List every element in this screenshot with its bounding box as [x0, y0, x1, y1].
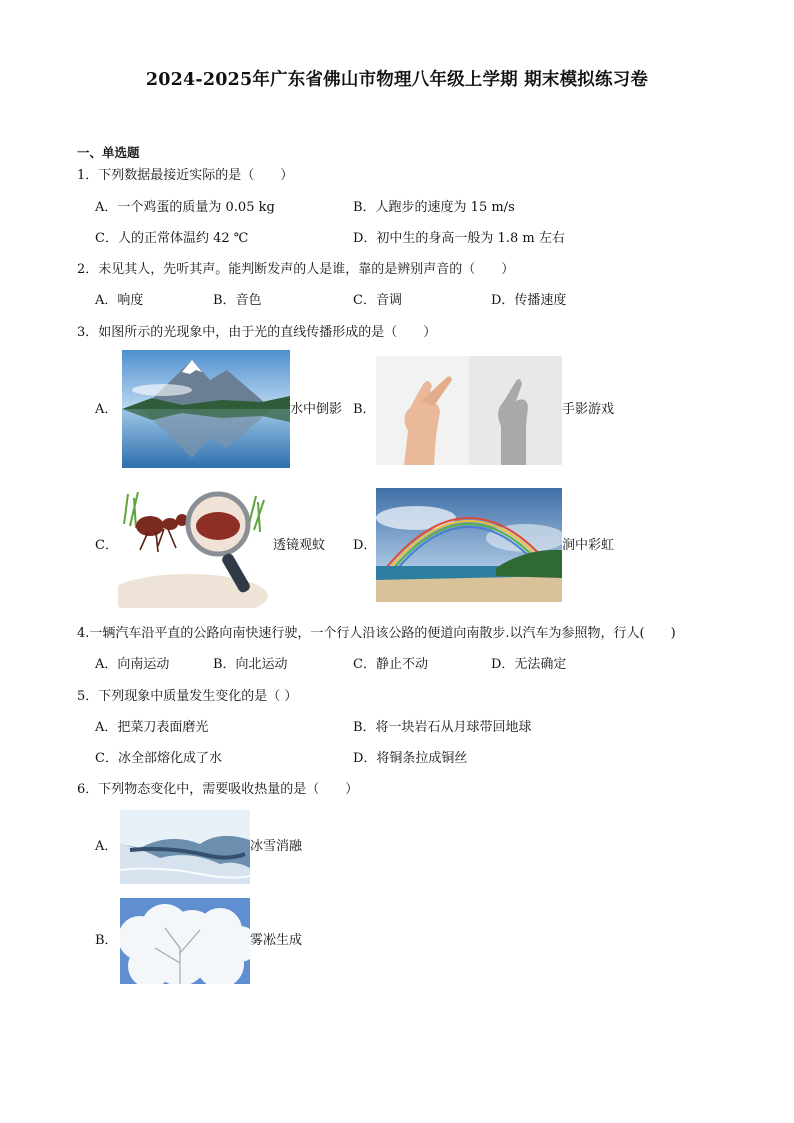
question-1-option-c[interactable]: C．人的正常体温约 42 ℃	[95, 231, 249, 246]
question-6-option-a[interactable]: A．	[95, 839, 118, 854]
question-4-option-b[interactable]: B．向北运动	[213, 657, 288, 672]
hand-shadow-image	[376, 356, 562, 465]
question-2-option-b[interactable]: B．音色	[213, 293, 262, 308]
mountain-reflection-image	[122, 350, 290, 468]
question-1-option-a[interactable]: A．一个鸡蛋的质量为 0.05 kg	[95, 200, 275, 215]
question-4-option-c[interactable]: C．静止不动	[353, 657, 428, 672]
question-3-stem: 3．如图所示的光现象中，由于光的直线传播形成的是（ ）	[77, 325, 437, 340]
question-4-option-d[interactable]: D．无法确定	[491, 657, 567, 672]
question-5-option-d[interactable]: D．将铜条拉成铜丝	[353, 751, 468, 766]
question-2-option-a[interactable]: A．响度	[95, 293, 144, 308]
question-3-caption-d: 涧中彩虹	[562, 538, 615, 553]
question-5-option-b[interactable]: B．将一块岩石从月球带回地球	[353, 720, 532, 735]
question-3-option-b[interactable]: B．	[353, 402, 376, 417]
rainbow-beach-image	[376, 488, 562, 602]
rime-frost-tree-image	[120, 898, 250, 984]
question-3-option-d[interactable]: D．	[353, 538, 377, 553]
question-3-caption-a: 水中倒影	[290, 402, 343, 417]
page-title: 2024-2025年广东省佛山市物理八年级上学期 期末模拟练习卷	[145, 70, 649, 90]
question-2-option-c[interactable]: C．音调	[353, 293, 402, 308]
question-2-stem: 2．未见其人，先听其声。能判断发声的人是谁，靠的是辨别声音的（ ）	[77, 262, 515, 277]
question-6-option-b[interactable]: B．	[95, 933, 118, 948]
melting-ice-image	[120, 810, 250, 884]
question-3-caption-c: 透镜观蚊	[273, 538, 326, 553]
question-5-option-c[interactable]: C．冰全部熔化成了水	[95, 751, 222, 766]
question-1-option-d[interactable]: D．初中生的身高一般为 1.8 m 左右	[353, 231, 565, 246]
question-5-option-a[interactable]: A．把菜刀表面磨光	[95, 720, 209, 735]
question-5-stem: 5．下列现象中质量发生变化的是（ ）	[77, 689, 298, 704]
question-2-option-d[interactable]: D．传播速度	[491, 293, 567, 308]
question-6-stem: 6．下列物态变化中，需要吸收热量的是（ ）	[77, 782, 359, 797]
question-6-caption-b: 雾凇生成	[250, 933, 303, 948]
question-4-stem: 4.一辆汽车沿平直的公路向南快速行驶，一个行人沿该公路的便道向南散步.以汽车为参照物，行人( )	[77, 626, 676, 641]
section-heading: 一、单选题	[77, 145, 140, 160]
ant-magnifier-image	[118, 484, 273, 608]
question-1-option-b[interactable]: B．人跑步的速度为 15 m/s	[353, 200, 515, 215]
question-3-caption-b: 手影游戏	[562, 402, 615, 417]
question-4-option-a[interactable]: A．向南运动	[95, 657, 170, 672]
question-3-option-c[interactable]: C．	[95, 538, 118, 553]
question-1-stem: 1．下列数据最接近实际的是（ ）	[77, 168, 294, 183]
question-6-caption-a: 冰雪消融	[250, 839, 303, 854]
question-3-option-a[interactable]: A．	[95, 402, 118, 417]
